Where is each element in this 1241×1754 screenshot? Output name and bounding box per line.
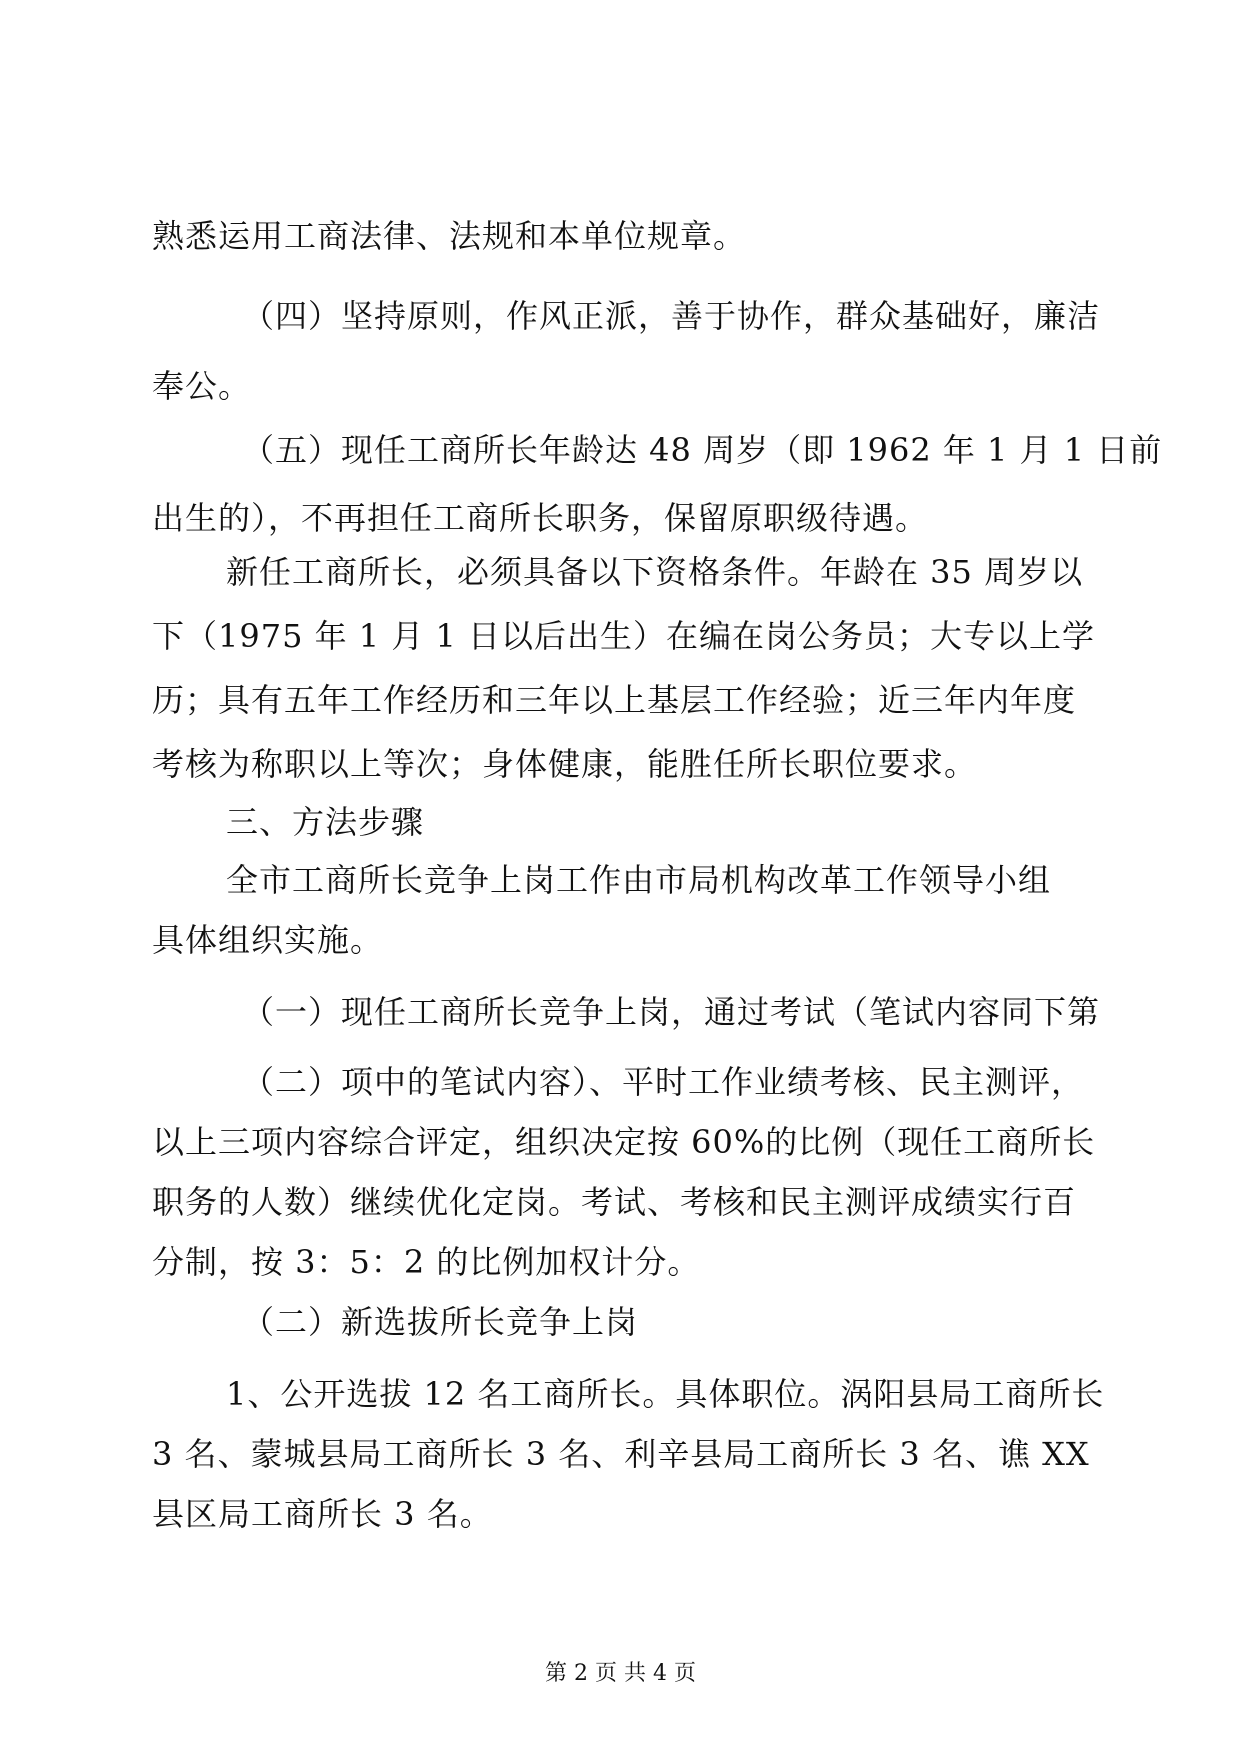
subsection-heading: （二）新选拔所长竞争上岗 xyxy=(242,1303,639,1341)
body-line: 历；具有五年工作经历和三年以上基层工作经验；近三年内年度 xyxy=(152,681,1077,719)
body-line: 熟悉运用工商法律、法规和本单位规章。 xyxy=(152,217,747,255)
body-line: 县区局工商所长 3 名。 xyxy=(152,1495,493,1533)
body-line: 新任工商所长，必须具备以下资格条件。年龄在 35 周岁以 xyxy=(226,553,1084,591)
body-line: 奉公。 xyxy=(152,367,252,405)
page-number: 第 2 页 共 4 页 xyxy=(545,1661,696,1686)
body-line: 1、公开选拔 12 名工商所长。具体职位。涡阳县局工商所长 xyxy=(226,1375,1105,1413)
body-line: （五）现任工商所长年龄达 48 周岁（即 1962 年 1 月 1 日前 xyxy=(242,431,1163,469)
body-line: 具体组织实施。 xyxy=(152,921,384,959)
body-line: 考核为称职以上等次；身体健康，能胜任所长职位要求。 xyxy=(152,745,978,783)
body-line: 以上三项内容综合评定，组织决定按 60%的比例（现任工商所长 xyxy=(152,1123,1096,1161)
body-line: 3 名、蒙城县局工商所长 3 名、利辛县局工商所长 3 名、谯 XX xyxy=(152,1435,1090,1473)
body-line: 分制，按 3：5：2 的比例加权计分。 xyxy=(152,1243,701,1281)
section-heading: 三、方法步骤 xyxy=(226,803,425,841)
body-line: （四）坚持原则，作风正派，善于协作，群众基础好，廉洁 xyxy=(242,297,1101,335)
body-line: 职务的人数）继续优化定岗。考试、考核和民主测评成绩实行百 xyxy=(152,1183,1077,1221)
body-line: （一）现任工商所长竞争上岗，通过考试（笔试内容同下第 xyxy=(242,993,1101,1031)
body-line: 下（1975 年 1 月 1 日以后出生）在编在岗公务员；大专以上学 xyxy=(152,617,1096,655)
body-line: （二）项中的笔试内容）、平时工作业绩考核、民主测评， xyxy=(242,1063,1085,1101)
body-line: 全市工商所长竞争上岗工作由市局机构改革工作领导小组 xyxy=(226,861,1052,899)
body-line: 出生的），不再担任工商所长职务，保留原职级待遇。 xyxy=(152,499,929,537)
